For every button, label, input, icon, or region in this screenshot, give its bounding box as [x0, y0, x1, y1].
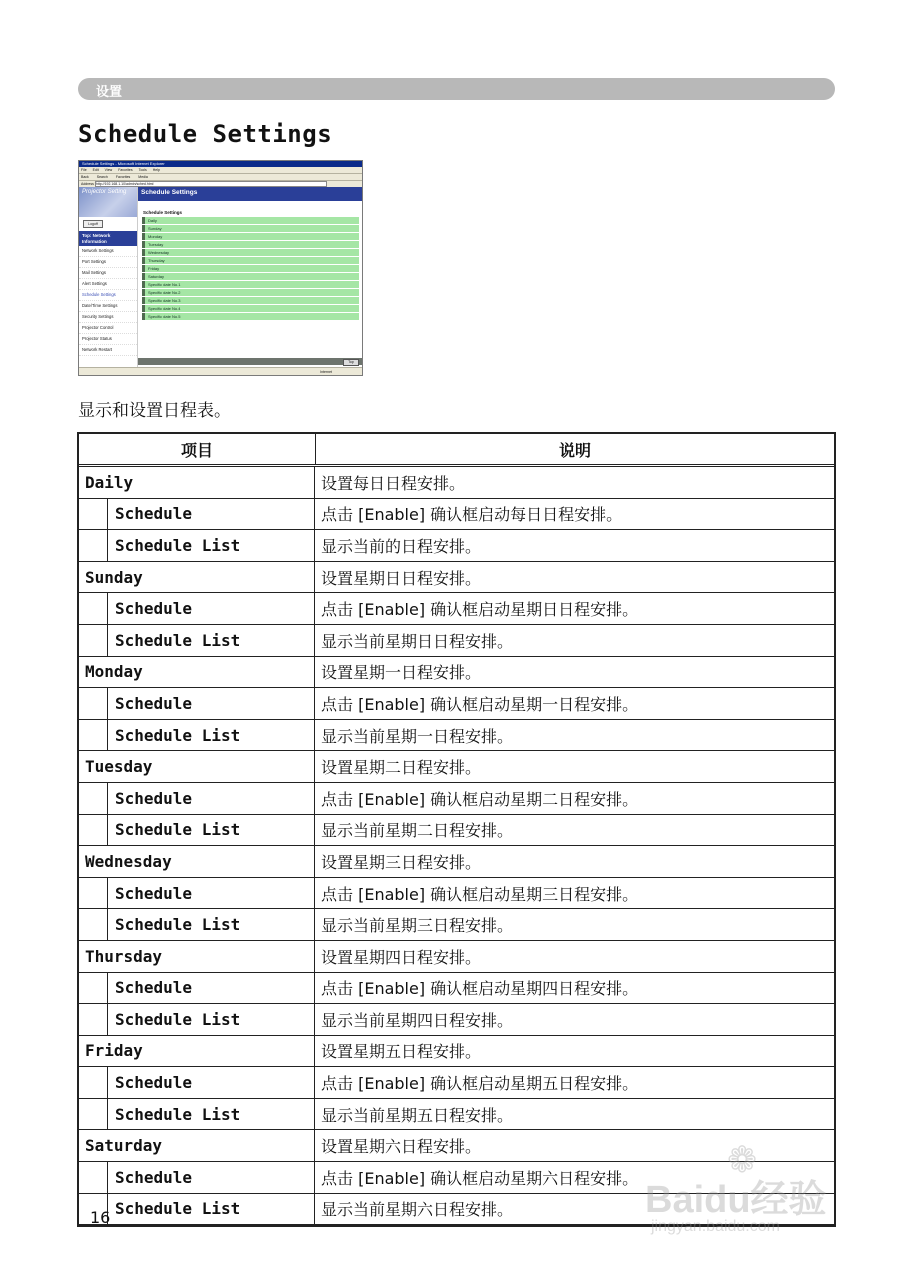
item-label: Schedule [115, 1073, 193, 1093]
item-label: Schedule [115, 788, 193, 808]
table-row [79, 846, 834, 878]
item-label: Schedule List [115, 820, 241, 840]
desc-cell: 点击 [Enable] 确认框启动星期二日程安排。 [321, 789, 639, 809]
item-label: Schedule [115, 978, 193, 998]
schedule-row-link[interactable]: Daily [142, 217, 359, 224]
sidebar-nav-item[interactable]: Network Restart [79, 345, 137, 356]
desc-cell: 显示当前星期二日程安排。 [321, 821, 514, 841]
table-row [79, 530, 834, 562]
desc-cell: 点击 [Enable] 确认框启动星期日日程安排。 [321, 600, 639, 620]
paw-icon: ❁ [727, 1140, 758, 1181]
sidebar-nav-item[interactable]: Schedule Settings [79, 290, 137, 301]
indent-spacer [79, 973, 108, 1004]
schedule-row-link[interactable]: Tuesday [142, 241, 359, 248]
schedule-row-link[interactable]: Thursday [142, 257, 359, 264]
desc-cell: 显示当前的日程安排。 [321, 536, 482, 556]
projector-setting-logo: Projector Setting [79, 187, 137, 217]
window-title: Schedule Settings - Microsoft Internet Explorer [79, 161, 362, 167]
schedule-row-link[interactable]: Saturday [142, 273, 359, 280]
desc-cell: 设置星期四日程安排。 [321, 947, 482, 967]
indent-spacer [79, 499, 108, 530]
desc-cell: 设置星期二日程安排。 [321, 758, 482, 778]
table-row [79, 1067, 834, 1099]
table-row [79, 688, 834, 720]
schedule-row-link[interactable]: Specific date No.2 [142, 289, 359, 296]
table-row [79, 1004, 834, 1036]
item-cell [79, 1036, 315, 1067]
toolbar-button[interactable]: Media [138, 175, 148, 179]
table-row [79, 973, 834, 1005]
sidebar-nav-item[interactable]: Network Settings [79, 246, 137, 257]
table-row [79, 467, 834, 499]
item-label: Wednesday [85, 851, 172, 871]
schedule-row-link[interactable]: Specific date No.3 [142, 297, 359, 304]
menu-item[interactable]: Edit [92, 168, 99, 172]
desc-cell: 设置每日日程安排。 [321, 473, 466, 493]
item-label: Schedule List [115, 1199, 241, 1219]
intro-text: 显示和设置日程表。 [78, 401, 231, 421]
schedule-row-link[interactable]: Friday [142, 265, 359, 272]
item-cell [79, 1194, 315, 1225]
item-cell [79, 499, 315, 530]
item-cell [79, 467, 315, 498]
desc-cell: 设置星期日日程安排。 [321, 568, 482, 588]
section-bar [78, 78, 835, 100]
nav-list [79, 246, 137, 356]
indent-spacer [79, 1099, 108, 1130]
col-desc-header: 说明 [558, 440, 591, 460]
menu-item[interactable]: View [104, 168, 113, 172]
table-row [79, 815, 834, 847]
watermark-brand: Baidu经验 [645, 1179, 827, 1221]
desc-cell: 点击 [Enable] 确认框启动星期一日程安排。 [321, 694, 639, 714]
main-header: Schedule Settings [138, 187, 362, 201]
item-label: Saturday [85, 1136, 163, 1156]
indent-spacer [79, 593, 108, 624]
item-cell [79, 593, 315, 624]
address-label: Address [81, 182, 94, 186]
desc-cell: 显示当前星期四日程安排。 [321, 1010, 514, 1030]
sidebar-nav-item[interactable]: Mail Settings [79, 268, 137, 279]
desc-cell: 显示当前星期三日程安排。 [321, 916, 514, 936]
sidebar-nav-item[interactable]: Port Settings [79, 257, 137, 268]
item-label: Schedule List [115, 1009, 241, 1029]
toolbar [79, 174, 362, 181]
sidebar-nav-item[interactable]: Projector Control [79, 323, 137, 334]
item-cell [79, 878, 315, 909]
item-label: Schedule List [115, 915, 241, 935]
item-cell [79, 1130, 315, 1161]
browser-screenshot [78, 160, 363, 376]
item-cell [79, 909, 315, 940]
item-cell [79, 562, 315, 593]
top-button[interactable]: Top [343, 359, 359, 366]
indent-spacer [79, 1162, 108, 1193]
menu-item[interactable]: File [81, 168, 87, 172]
page-number: 16 [90, 1208, 111, 1227]
bottom-bar [138, 358, 362, 365]
item-cell [79, 657, 315, 688]
watermark-url: jingyan.baidu.com [651, 1218, 780, 1235]
schedule-row-link[interactable]: Specific date No.1 [142, 281, 359, 288]
table-row [79, 657, 834, 689]
schedule-row-link[interactable]: Specific date No.4 [142, 305, 359, 312]
indent-spacer [79, 720, 108, 751]
schedule-row-list [142, 217, 359, 320]
item-label: Schedule [115, 1167, 193, 1187]
indent-spacer [79, 815, 108, 846]
indent-spacer [79, 783, 108, 814]
sidebar-nav-item[interactable]: Date/Time Settings [79, 301, 137, 312]
item-cell [79, 1162, 315, 1193]
table-header [79, 434, 834, 467]
desc-cell: 显示当前星期六日程安排。 [321, 1200, 514, 1220]
item-label: Schedule List [115, 535, 241, 555]
desc-cell: 显示当前星期一日程安排。 [321, 726, 514, 746]
item-label: Friday [85, 1041, 143, 1061]
toolbar-button[interactable]: Search [96, 175, 108, 179]
desc-cell: 设置星期一日程安排。 [321, 663, 482, 683]
item-cell [79, 1004, 315, 1035]
item-cell [79, 751, 315, 782]
table-body [79, 467, 834, 1225]
table-row [79, 941, 834, 973]
col-item-header: 项目 [79, 434, 316, 464]
item-label: Schedule List [115, 725, 241, 745]
main-subheader: Schedule Settings [143, 210, 183, 215]
indent-spacer [79, 530, 108, 561]
item-label: Daily [85, 472, 134, 492]
logoff-button[interactable]: Logoff [83, 220, 103, 228]
schedule-row-link[interactable]: Sunday [142, 225, 359, 232]
table-row [79, 1036, 834, 1068]
desc-cell: 点击 [Enable] 确认框启动星期三日程安排。 [321, 884, 639, 904]
item-cell [79, 1099, 315, 1130]
table-row [79, 1099, 834, 1131]
menu-item[interactable]: Tools [138, 168, 147, 172]
table-row [79, 625, 834, 657]
item-cell [79, 720, 315, 751]
settings-sidebar [79, 187, 138, 367]
item-cell [79, 688, 315, 719]
settings-table [77, 432, 836, 1227]
desc-cell: 显示当前星期五日程安排。 [321, 1105, 514, 1125]
item-label: Schedule List [115, 630, 241, 650]
item-cell [79, 1067, 315, 1098]
settings-main [138, 187, 362, 367]
table-row [79, 562, 834, 594]
indent-spacer [79, 1067, 108, 1098]
item-cell [79, 815, 315, 846]
top-nav-link[interactable]: Top: Network Information [79, 231, 137, 246]
table-row [79, 783, 834, 815]
schedule-row-link[interactable]: Monday [142, 233, 359, 240]
menu-item[interactable]: Help [152, 168, 160, 172]
table-row [79, 593, 834, 625]
sidebar-nav-item[interactable]: Projector Status [79, 334, 137, 345]
watermark [645, 1140, 865, 1250]
browser-content [79, 187, 362, 367]
address-input[interactable]: http://192.168.1.10/admin/sched.html [95, 181, 327, 187]
item-label: Schedule List [115, 1104, 241, 1124]
sidebar-nav-item[interactable]: Security Settings [79, 312, 137, 323]
item-label: Schedule [115, 693, 193, 713]
item-label: Schedule [115, 599, 193, 619]
sidebar-nav-item[interactable]: Alert Settings [79, 279, 137, 290]
item-label: Thursday [85, 946, 163, 966]
schedule-row-link[interactable]: Wednesday [142, 249, 359, 256]
toolbar-button[interactable]: Favorites [115, 175, 131, 179]
section-label: 设置 [96, 85, 123, 100]
desc-cell: 设置星期五日程安排。 [321, 1042, 482, 1062]
menu-bar [79, 167, 362, 174]
table-row [79, 751, 834, 783]
item-label: Sunday [85, 567, 143, 587]
indent-spacer [79, 909, 108, 940]
table-row [79, 909, 834, 941]
item-cell [79, 625, 315, 656]
item-cell [79, 973, 315, 1004]
indent-spacer [79, 878, 108, 909]
table-row [79, 720, 834, 752]
indent-spacer [79, 625, 108, 656]
indent-spacer [79, 688, 108, 719]
indent-spacer [79, 1004, 108, 1035]
item-cell [79, 783, 315, 814]
item-label: Schedule [115, 883, 193, 903]
menu-item[interactable]: Favorites [118, 168, 133, 172]
table-row [79, 878, 834, 910]
item-label: Monday [85, 662, 143, 682]
desc-cell: 显示当前星期日日程安排。 [321, 631, 514, 651]
item-label: Tuesday [85, 757, 153, 777]
item-cell [79, 530, 315, 561]
item-label: Schedule [115, 504, 193, 524]
schedule-row-link[interactable]: Specific date No.5 [142, 313, 359, 320]
table-row [79, 499, 834, 531]
desc-cell: 设置星期三日程安排。 [321, 852, 482, 872]
item-cell [79, 846, 315, 877]
desc-cell: 点击 [Enable] 确认框启动星期四日程安排。 [321, 979, 639, 999]
desc-cell: 设置星期六日程安排。 [321, 1137, 482, 1157]
toolbar-button[interactable]: Back [81, 175, 89, 179]
desc-cell: 点击 [Enable] 确认框启动星期五日程安排。 [321, 1074, 639, 1094]
page-title: Schedule Settings [78, 120, 333, 148]
desc-cell: 点击 [Enable] 确认框启动每日日程安排。 [321, 505, 623, 525]
item-cell [79, 941, 315, 972]
status-bar: Internet [79, 367, 362, 375]
desc-cell: 点击 [Enable] 确认框启动星期六日程安排。 [321, 1168, 639, 1188]
